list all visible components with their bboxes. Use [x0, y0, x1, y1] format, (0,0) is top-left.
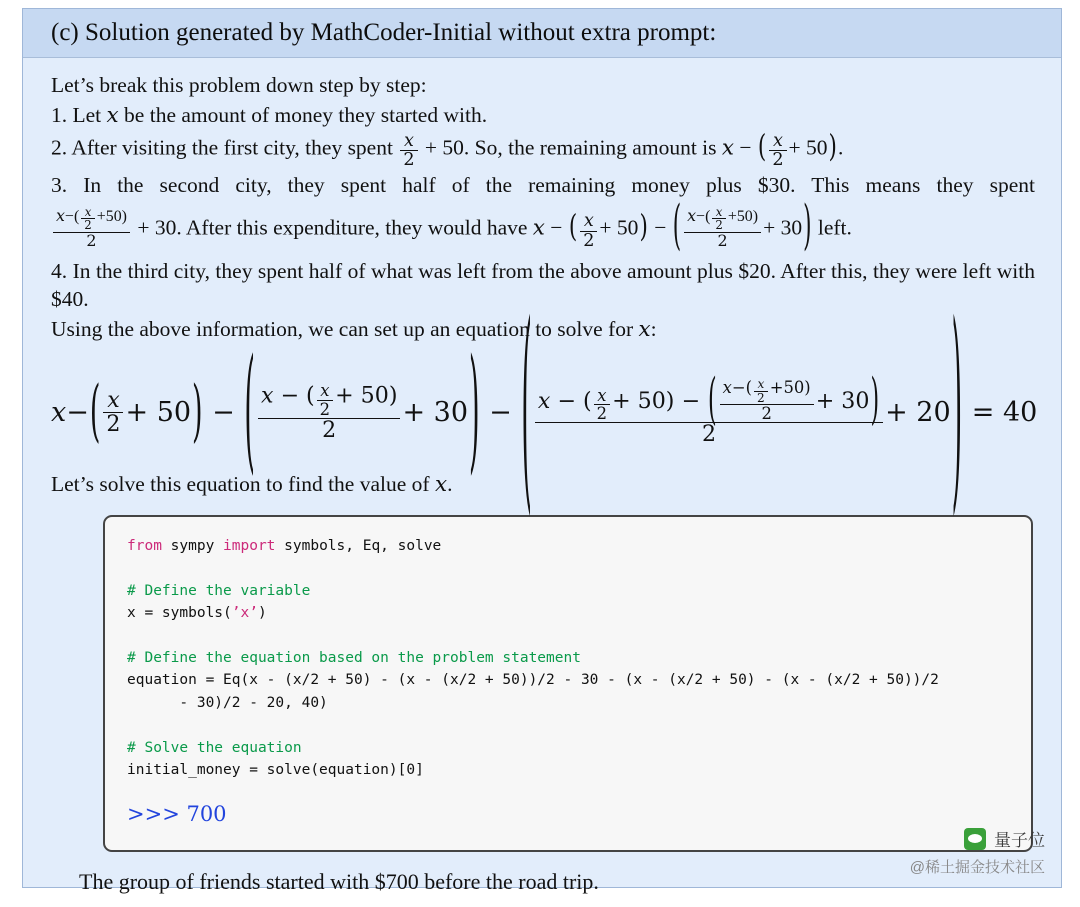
frac-num: x − ( $\frac{x}{2}$ + 50) − ( x−( $\frac{x}{2}$ +50) 2 + 30) [537, 367, 880, 433]
inner-frac [594, 387, 610, 422]
frac-den: 2 [769, 150, 786, 170]
frac-num: x [403, 130, 414, 151]
watermark-credit: @稀土掘金技术社区 [909, 859, 1045, 876]
solution-body [23, 58, 1061, 897]
step3-c: left. [812, 215, 852, 240]
frac-num: x [597, 386, 607, 406]
frac-den: 2 [535, 422, 883, 446]
frac-num: x [583, 211, 594, 231]
code-comment-3: # Solve the equation [127, 739, 302, 756]
frac-den: 2 [712, 218, 726, 231]
wechat-icon [964, 828, 986, 850]
frac-num: x [84, 204, 92, 219]
code-output: >>> 700 [127, 801, 227, 826]
code-x-assign: x = symbols( [127, 605, 232, 622]
display-equation: x − ( $\frac{x}{2}$ + 50 ) − ( x − ( $\frac{x}{2}$ + 50) 2 + 30 ) − ( x − ( $\frac{x}{2}$ + 50) − ( x−( $\frac{x}{2}$ +50) 2 + 30) 2 + 20 ) = 40 [51, 284, 1038, 539]
step-1 [51, 102, 1035, 130]
step1-var: x [106, 102, 119, 128]
eq-plus50: + 50 [125, 396, 192, 428]
step5-b: : [650, 316, 657, 341]
solve-line-var: x [434, 471, 448, 497]
fraction-x-over-2-b [769, 132, 786, 170]
code-module: sympy [161, 537, 224, 554]
frac-den: 2 [580, 231, 597, 251]
inner-frac [81, 206, 95, 232]
frac-num: x−( $\frac{x}{2}$ +50) [687, 204, 759, 233]
frac-den: 2 [594, 404, 610, 422]
frac-den: 2 [684, 232, 761, 250]
fraction-big-2 [684, 206, 761, 249]
frac-num: x−( $\frac{x}{2}$ +50) [722, 376, 811, 405]
frac-den: 2 [400, 150, 417, 170]
eq-rhs: = 40 [971, 396, 1038, 428]
step2-b: + 50. So, the remaining amount is [419, 135, 722, 160]
step-4: 4. In the third city, they spent half of what was left from the above amount plus $20. After this, they were left with $40. [51, 259, 1035, 311]
solve-line-b: . [447, 471, 453, 496]
step-3-text [51, 172, 1035, 200]
eq-frac-outer [535, 367, 883, 448]
step1-pre: 1. Let [51, 102, 107, 127]
frac-num: x [715, 204, 723, 219]
code-block [103, 515, 1033, 853]
code-comment-1: # Define the variable [127, 582, 311, 599]
eq-frac-x2 [103, 386, 123, 437]
frac-den: 2 [103, 412, 123, 436]
code-x-close: ) [257, 605, 267, 622]
step2-a: 2. After visiting the first city, they spent [51, 135, 399, 160]
intro-line: Let’s break this problem down step by step: [51, 73, 427, 97]
code-keyword-import: import [223, 537, 276, 554]
frac-num: x−( $\frac{x}{2}$ +50) [56, 204, 127, 233]
solution-panel [22, 8, 1062, 895]
step-5 [51, 316, 1035, 344]
frac-num: x − ( $\frac{x}{2}$ + 50) [260, 381, 398, 419]
step-3-math: x−( $\frac{x}{2}$ +50) 2 + 30. After this expenditure, they would have x − ( $\frac{x}{2}$ + 50) − ( x−( $\frac{x}{2}$ +50) 2 + 30) left. [51, 206, 1035, 250]
code-equation-line-2: - 30)/2 - 20, 40) [127, 694, 328, 711]
frac-den: 2 [53, 232, 130, 250]
code-solve-line: initial_money = solve(equation)[0] [127, 762, 424, 779]
frac-den: 2 [317, 400, 333, 418]
frac-num: x [320, 381, 330, 401]
watermark-brand [964, 826, 1045, 851]
eq-plus30: + 30 [402, 396, 469, 428]
step5-var: x [638, 316, 651, 342]
code-line-x [127, 602, 1009, 624]
inner-frac3 [754, 378, 768, 404]
eq-plus20: + 20 [885, 396, 951, 428]
frac-num: x [757, 376, 765, 391]
inner-frac [317, 382, 333, 417]
watermark-brand-text: 量子位 [994, 831, 1045, 850]
step3-a: 3. In the second city, they spent half of the remaining money plus $30. This means they spent [51, 172, 1035, 197]
code-x-string: ’x’ [231, 605, 258, 622]
fraction-x-over-2 [400, 132, 417, 170]
code-equation-line-1: equation = Eq(x - (x/2 + 50) - (x - (x/2 + 50))/2 - 30 - (x - (x/2 + 50) - (x - (x/2 + 50))/2 [127, 672, 939, 689]
solve-line-a: Let’s solve this equation to find the value of [51, 471, 435, 496]
solve-line [51, 471, 1035, 499]
step-2: 2. After visiting the first city, they spent $\frac{x}{2}$ + 50. So, the remaining amount is x − ( $\frac{x}{2}$ + 50). [51, 129, 844, 171]
code-import-names: symbols, Eq, solve [275, 537, 442, 554]
frac-den: 2 [720, 404, 814, 422]
final-answer: The group of friends started with $700 before the road trip. [79, 869, 599, 895]
code-comment-2: # Define the equation based on the problem statement [127, 649, 581, 666]
eq-frac-mid [258, 382, 401, 442]
inner-frac [712, 206, 726, 232]
code-import [127, 535, 1009, 557]
code-keyword-from: from [127, 537, 162, 554]
step5-a: Using the above information, we can set up an equation to solve for [51, 316, 639, 341]
fraction-x-over-2-c [580, 212, 597, 250]
frac-num: x [772, 130, 783, 151]
fraction-big-1 [53, 206, 130, 249]
inner-frac2 [720, 378, 814, 423]
frac-num: x [107, 386, 120, 413]
panel-header: (c) Solution generated by MathCoder-Initial without extra prompt: [23, 9, 1061, 58]
frac-den: 2 [258, 418, 401, 442]
step2-plus50: + 50 [788, 135, 828, 160]
frac-den: 2 [81, 218, 95, 231]
step3-b: + 30. After this expenditure, they would have [137, 215, 533, 240]
step1-post: be the amount of money they started with. [118, 102, 488, 127]
frac-den: 2 [754, 391, 768, 405]
